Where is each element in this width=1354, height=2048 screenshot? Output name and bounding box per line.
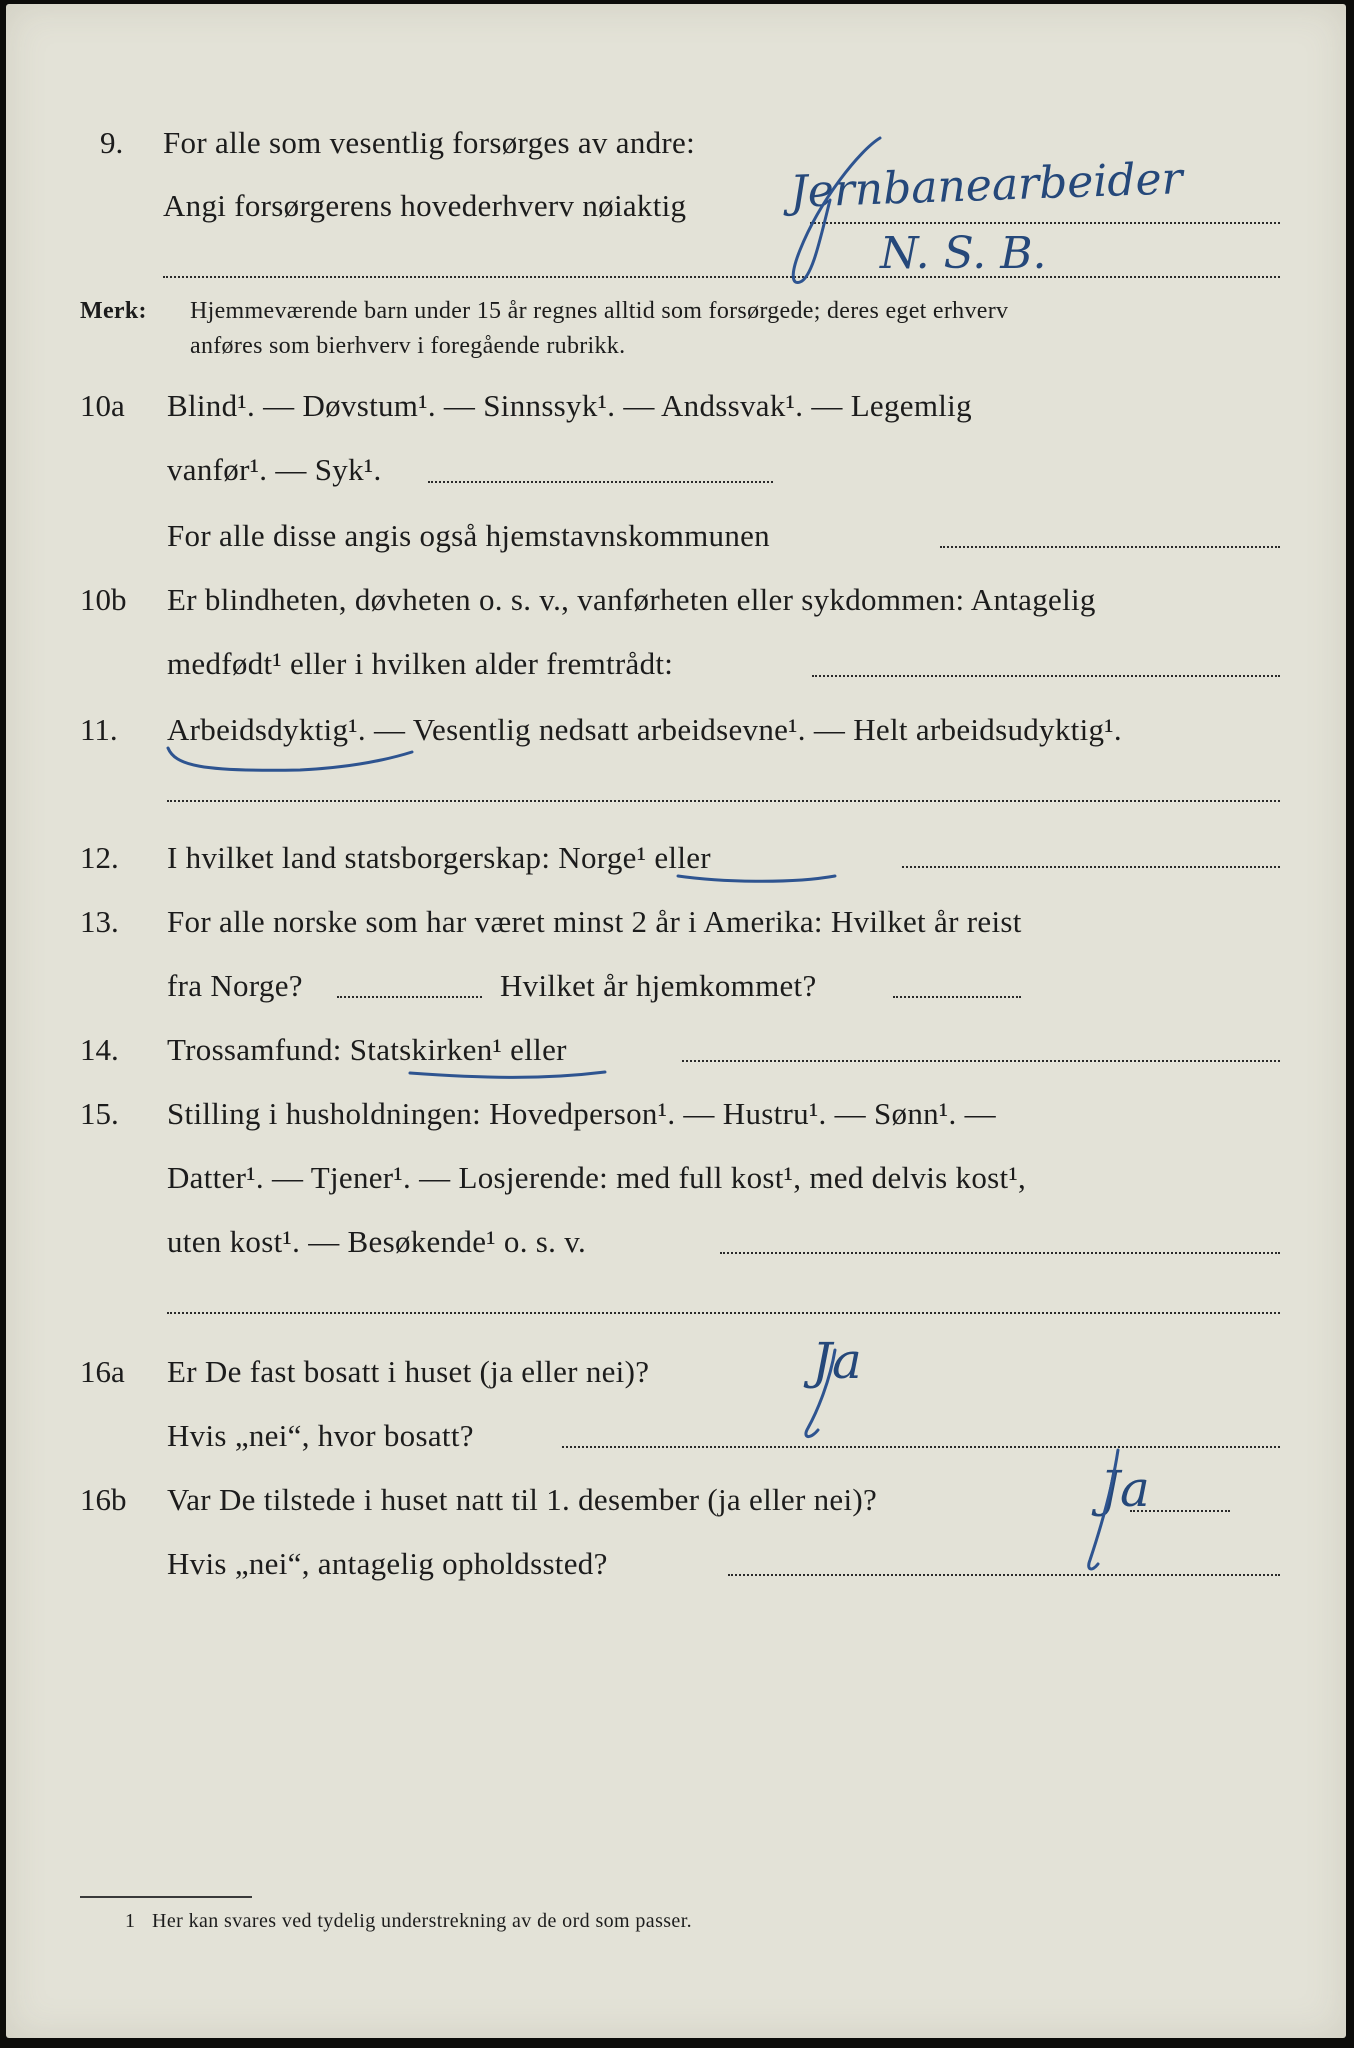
q16b-line1: Var De tilstede i huset natt til 1. desember (ja eller nei)? xyxy=(167,1482,878,1517)
q16a-handwritten-answer: Ja xyxy=(812,1332,862,1390)
q9-ink-loop xyxy=(793,138,880,283)
q12-underline xyxy=(678,876,835,881)
q9-number: 9. xyxy=(100,125,124,160)
q12-line1: I hvilket land statsborgerskap: Norge¹ eller xyxy=(167,840,711,875)
q13-line2a: fra Norge? xyxy=(167,968,303,1003)
q11-underline xyxy=(168,748,412,770)
q10b-number: 10b xyxy=(80,582,127,617)
q16b-number: 16b xyxy=(80,1482,127,1517)
q13-number: 13. xyxy=(80,904,119,939)
q10b-line1: Er blindheten, døvheten o. s. v., vanførheten eller sykdommen: Antagelig xyxy=(167,582,1096,617)
q9-handwritten-occupation: Jernbanearbeider xyxy=(789,153,1184,218)
q16a-number: 16a xyxy=(80,1354,125,1389)
q9-line2: Angi forsørgerens hovederhverv nøiaktig xyxy=(163,188,687,223)
q15-line3: uten kost¹. — Besøkende¹ o. s. v. xyxy=(167,1224,587,1259)
q15-number: 15. xyxy=(80,1096,119,1131)
q12-number: 12. xyxy=(80,840,119,875)
footnote-text: Her kan svares ved tydelig understrekning av de ord som passer. xyxy=(152,1910,693,1932)
q16b-ink-stroke xyxy=(1089,1450,1118,1569)
q16a-line1: Er De fast bosatt i huset (ja eller nei)? xyxy=(167,1354,650,1389)
q10a-line3: For alle disse angis også hjemstavnskommunen xyxy=(167,518,770,553)
q14-number: 14. xyxy=(80,1032,119,1067)
q10a-line2: vanfør¹. — Syk¹. xyxy=(167,452,382,487)
q16b-line2: Hvis „nei“, antagelig opholdssted? xyxy=(167,1546,608,1581)
q9-handwritten-abbrev: N. S. B. xyxy=(880,228,1047,279)
q9-line1: For alle som vesentlig forsørges av andre: xyxy=(163,125,696,160)
q10b-line2: medfødt¹ eller i hvilken alder fremtrådt: xyxy=(167,646,674,681)
merk-line1: Hjemmeværende barn under 15 år regnes alltid som forsørgede; deres eget erhverv xyxy=(190,298,1009,324)
q10a-line1: Blind¹. — Døvstum¹. — Sinnssyk¹. — Andssvak¹. — Legemlig xyxy=(167,388,972,423)
footnote-mark: 1 xyxy=(125,1910,136,1932)
q14-underline xyxy=(410,1072,605,1077)
q16b-handwritten-answer: Ja xyxy=(1100,1460,1150,1518)
merk-label: Merk: xyxy=(80,298,147,324)
q11-line1: Arbeidsdyktig¹. — Vesentlig nedsatt arbeidsevne¹. — Helt arbeidsudyktig¹. xyxy=(167,712,1122,747)
merk-line2: anføres som bierhverv i foregående rubrikk. xyxy=(190,333,626,359)
q11-number: 11. xyxy=(80,712,118,747)
q13-line2b: Hvilket år hjemkommet? xyxy=(500,968,817,1003)
q15-line2: Datter¹. — Tjener¹. — Losjerende: med full kost¹, med delvis kost¹, xyxy=(167,1160,1027,1195)
q13-line1: For alle norske som har været minst 2 år i Amerika: Hvilket år reist xyxy=(167,904,1022,939)
q16a-line2: Hvis „nei“, hvor bosatt? xyxy=(167,1418,474,1453)
q16a-ink-stroke xyxy=(806,1350,835,1437)
q14-line1: Trossamfund: Statskirken¹ eller xyxy=(167,1032,567,1067)
q15-line1: Stilling i husholdningen: Hovedperson¹. — Hustru¹. — Sønn¹. — xyxy=(167,1096,996,1131)
q10a-number: 10a xyxy=(80,388,125,423)
